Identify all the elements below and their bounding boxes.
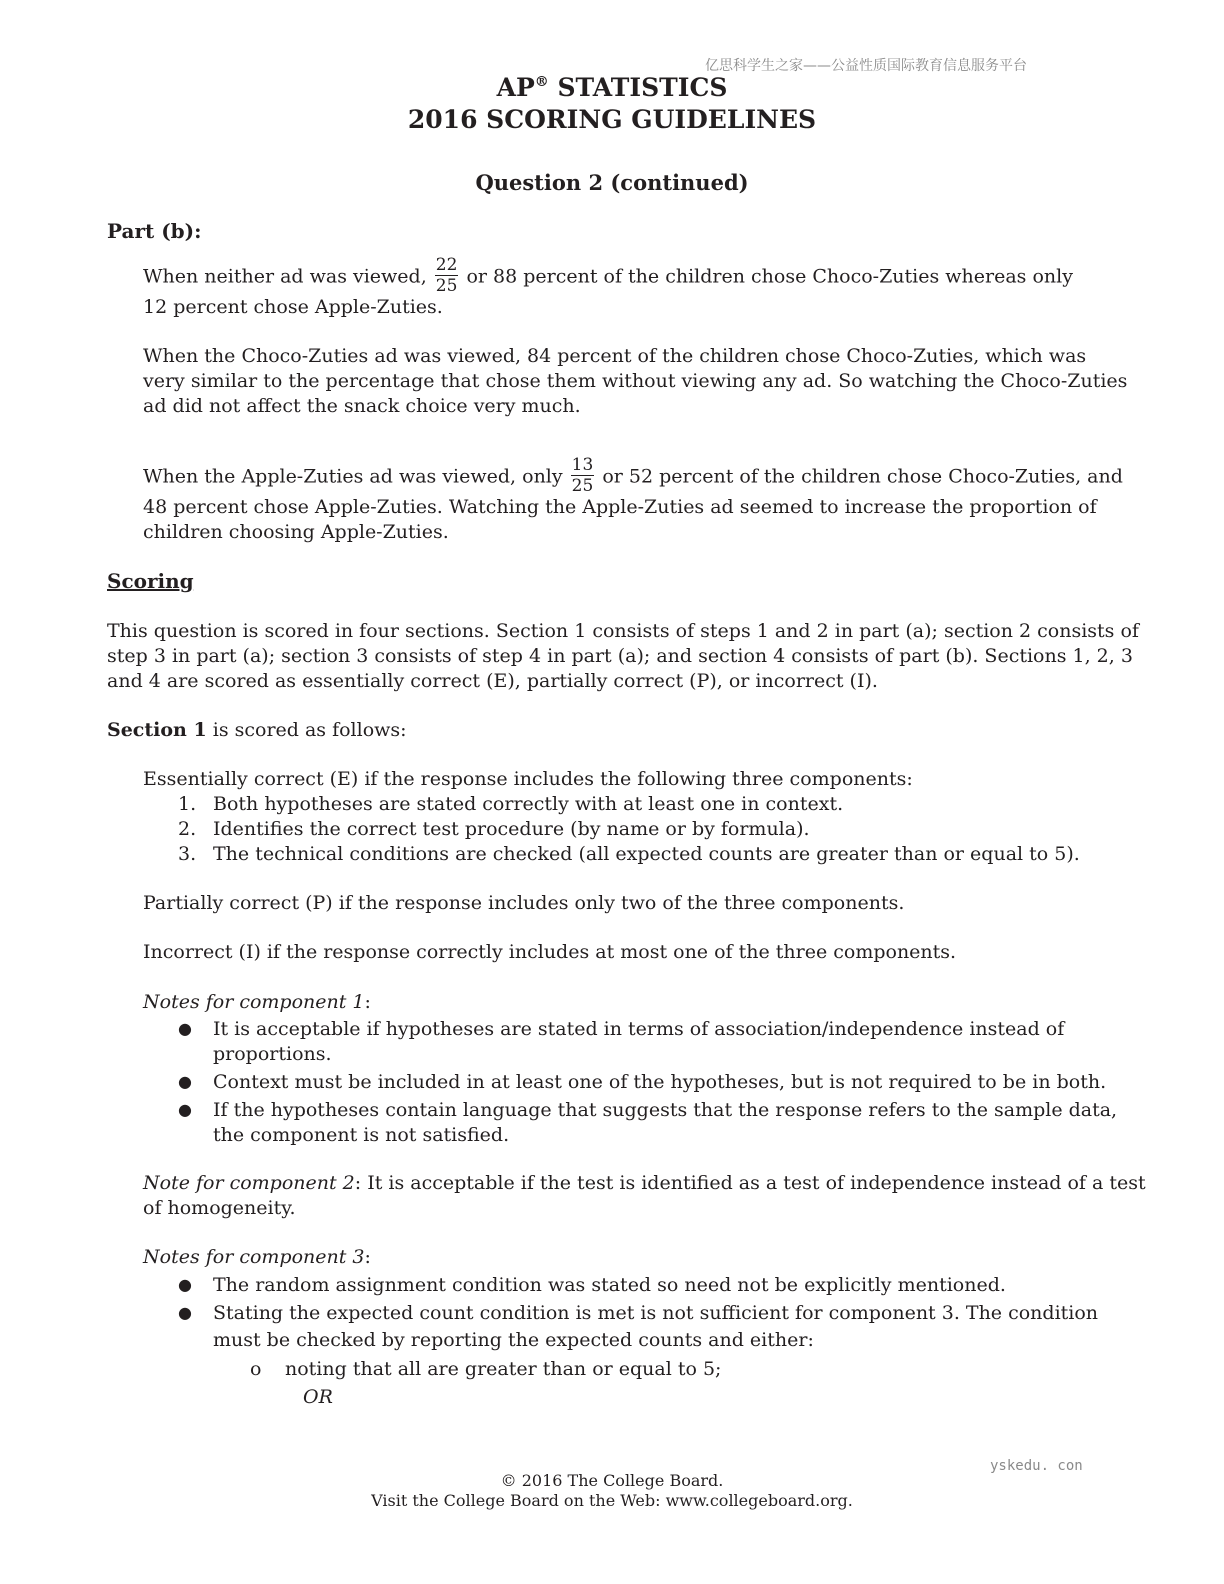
part-b-para2-line3: ad did not affect the snack choice very much. xyxy=(143,395,581,417)
part-b-heading: Part (b): xyxy=(107,219,202,243)
part-b-para1-line1: When neither ad was viewed, $\frac{22}{25}$ or 88 percent of the children chose Choco-Zuties whereas only xyxy=(143,255,1073,296)
note-component-2-line1: Note for component 2: It is acceptable if the test is identified as a test of independence instead of a test xyxy=(143,1172,1146,1194)
part-b-para3-line2: 48 percent chose Apple-Zuties. Watching the Apple-Zuties ad seemed to increase the proportion of xyxy=(143,496,1097,518)
notes-component-1-label: Notes for component 1: xyxy=(143,991,371,1013)
page-title-line2: 2016 SCORING GUIDELINES xyxy=(407,105,817,134)
footer-visit: Visit the College Board on the Web: www.collegeboard.org. xyxy=(371,1491,853,1510)
incorrect-text: Incorrect (I) if the response correctly includes at most one of the three components. xyxy=(143,941,957,963)
note1-bullet2-line1: Context must be included in at least one of the hypotheses, but is not required to be in both. xyxy=(213,1071,1107,1093)
part-b-para3-line1: When the Apple-Zuties ad was viewed, only $\frac{13}{25}$ or 52 percent of the children chose Choco-Zuties, and xyxy=(143,455,1123,496)
part-b-para3-line3: children choosing Apple-Zuties. xyxy=(143,521,449,543)
watermark-top: 亿思科学生之家——公益性质国际教育信息服务平台 xyxy=(705,58,1027,74)
bullet-icon: ● xyxy=(178,1072,192,1091)
footer-copyright: © 2016 The College Board. xyxy=(500,1471,724,1490)
scoring-intro-line3: and 4 are scored as essentially correct (E), partially correct (P), or incorrect (I). xyxy=(107,670,878,692)
part-b-para2-line2: very similar to the percentage that chose them without viewing any ad. So watching the Choco-Zuties xyxy=(143,370,1128,392)
component-text-3: The technical conditions are checked (all expected counts are greater than or equal to 5). xyxy=(213,843,1080,865)
notes-component-3-label: Notes for component 3: xyxy=(143,1246,371,1268)
note1-bullet3-line1: If the hypotheses contain language that suggests that the response refers to the sample data, xyxy=(213,1099,1118,1121)
note-component-2-line2: of homogeneity. xyxy=(143,1197,296,1219)
note1-bullet1-line2: proportions. xyxy=(213,1043,332,1065)
component-number-2: 2. xyxy=(178,818,197,840)
watermark-bottom: yskedu. con xyxy=(990,1458,1083,1474)
note3-bullet2-line2: must be checked by reporting the expected counts and either: xyxy=(213,1329,814,1351)
fraction-13-25: $\frac{13}{25}$ xyxy=(571,455,594,496)
essentially-correct-text: Essentially correct (E) if the response includes the following three components: xyxy=(143,768,913,790)
sub-bullet-icon: o xyxy=(250,1358,262,1380)
partially-correct-text: Partially correct (P) if the response includes only two of the three components. xyxy=(143,892,905,914)
section1-intro: Section 1 is scored as follows: xyxy=(107,719,407,741)
or-text: OR xyxy=(303,1386,333,1408)
component-number-3: 3. xyxy=(178,843,197,865)
part-b-para1-line2: 12 percent chose Apple-Zuties. xyxy=(143,296,443,318)
note1-bullet1-line1: It is acceptable if hypotheses are stated in terms of association/independence instead of xyxy=(213,1018,1065,1040)
component-text-2: Identifies the correct test procedure (by name or by formula). xyxy=(213,818,810,840)
note3-bullet1: The random assignment condition was stated so need not be explicitly mentioned. xyxy=(213,1274,1006,1296)
component-number-1: 1. xyxy=(178,793,197,815)
bullet-icon: ● xyxy=(178,1303,192,1322)
scoring-heading: Scoring xyxy=(107,569,194,593)
bullet-icon: ● xyxy=(178,1100,192,1119)
bullet-icon: ● xyxy=(178,1275,192,1294)
component-text-1: Both hypotheses are stated correctly with at least one in context. xyxy=(213,793,844,815)
note3-bullet2-line1: Stating the expected count condition is met is not sufficient for component 3. The condition xyxy=(213,1302,1099,1324)
fraction-22-25: $\frac{22}{25}$ xyxy=(435,255,458,296)
question-title: Question 2 (continued) xyxy=(475,170,749,195)
scoring-intro-line2: step 3 in part (a); section 3 consists of step 4 in part (a); and section 4 consists of part (b). Sections 1, 2, 3 xyxy=(107,645,1133,667)
part-b-para2-line1: When the Choco-Zuties ad was viewed, 84 percent of the children chose Choco-Zuties, which was xyxy=(143,345,1087,367)
sub-bullet-text: noting that all are greater than or equal to 5; xyxy=(285,1358,722,1380)
note1-bullet3-line2: the component is not satisfied. xyxy=(213,1124,510,1146)
page-title-line1: AP® STATISTICS xyxy=(496,73,728,102)
scoring-intro-line1: This question is scored in four sections. Section 1 consists of steps 1 and 2 in part (a); section 2 consists of xyxy=(107,620,1139,642)
bullet-icon: ● xyxy=(178,1019,192,1038)
